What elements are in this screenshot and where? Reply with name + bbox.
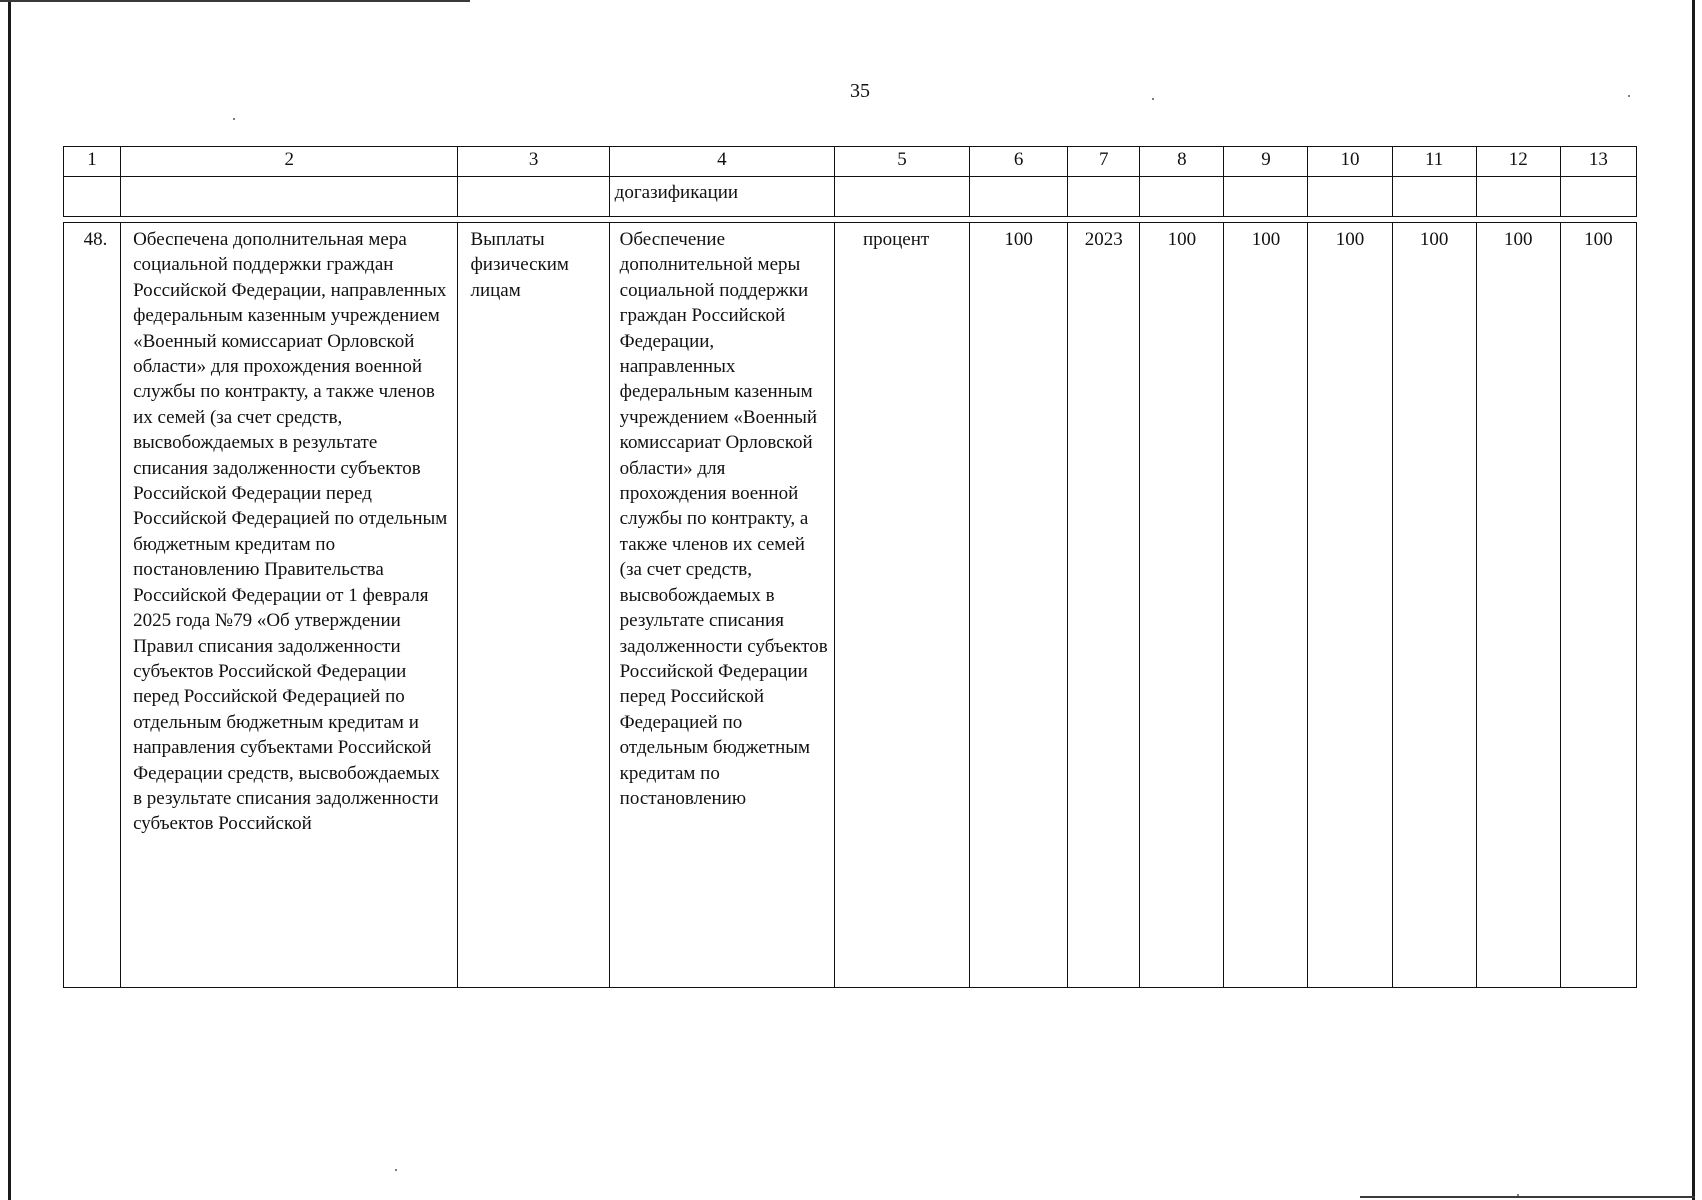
header-cell: 10: [1308, 147, 1392, 177]
table-cell: [458, 177, 609, 217]
page-number: 35: [850, 80, 870, 102]
table-cell: [64, 177, 121, 217]
base-year: 2023: [1068, 223, 1140, 988]
header-cell: 13: [1560, 147, 1636, 177]
continuation-row: [64, 177, 1637, 217]
header-cell: 1: [64, 147, 121, 177]
header-cell: 8: [1140, 147, 1224, 177]
header-cell: 3: [458, 147, 609, 177]
row-number: 48.: [64, 223, 121, 988]
table-cell: [1068, 177, 1140, 217]
result-characteristic: Обеспечение дополнительной меры социальной поддержки граждан Российской Федерации, направленных федеральным казенным учреждением «Военный комиссариат Орловской области» для прохождения военной службы по контракту, а также членов их семей (за счет средств, высвобождаемых в результате списания задолженности субъектов Российской Федерации перед Российской Федерацией по отдельным бюджетным кредитам по постановлению: [609, 223, 834, 988]
header-cell: 6: [970, 147, 1068, 177]
unit-of-measure: процент: [834, 223, 969, 988]
table-cell: [834, 177, 969, 217]
table-cell: [1308, 177, 1392, 217]
table-cell: [1140, 177, 1224, 217]
scan-speck: [233, 118, 235, 120]
header-cell: 5: [834, 147, 969, 177]
table-header-row: [64, 147, 1637, 177]
scan-speck: [395, 1169, 397, 1171]
scan-speck: [1152, 98, 1154, 100]
indicators-table: [63, 146, 1637, 988]
header-cell: 11: [1392, 147, 1476, 177]
scan-speck: [1517, 1194, 1519, 1196]
year-value: 100: [1560, 223, 1636, 988]
year-value: 100: [1476, 223, 1560, 988]
scan-border-top: [0, 0, 470, 2]
table-cell: [121, 177, 458, 217]
table-cell: [1560, 177, 1636, 217]
scan-border-right: [1692, 0, 1695, 1200]
scan-speck: [1628, 95, 1630, 97]
table-cell: [970, 177, 1068, 217]
table-cell: [1476, 177, 1560, 217]
year-value: 100: [1224, 223, 1308, 988]
year-value: 100: [1308, 223, 1392, 988]
base-value: 100: [970, 223, 1068, 988]
result-type: Выплаты физическим лицам: [458, 223, 609, 988]
table-cell: [1392, 177, 1476, 217]
header-cell: 12: [1476, 147, 1560, 177]
header-cell: 2: [121, 147, 458, 177]
year-value: 100: [1392, 223, 1476, 988]
year-value: 100: [1140, 223, 1224, 988]
table-row: [64, 223, 1637, 988]
continuation-text: догазификации: [609, 177, 834, 217]
result-text: Обеспечена дополнительная мера социальной поддержки граждан Российской Федерации, направленных федеральным казенным учреждением «Военный комиссариат Орловской области» для прохождения военной службы по контракту, а также членов их семей (за счет средств, высвобождаемых в результате списания задолженности субъектов Российской Федерации перед Российской Федерацией по отдельным бюджетным кредитам по постановлению Правительства Российской Федерации от 1 февраля 2025 года №79 «Об утверждении Правил списания задолженности субъектов Российской Федерации перед Российской Федерацией по отдельным бюджетным кредитам и направления субъектами Российской Федерации средств, высвобождаемых в результате списания задолженности субъектов Российской: [121, 223, 458, 988]
scan-border-left: [8, 0, 11, 1200]
table-cell: [1224, 177, 1308, 217]
header-cell: 7: [1068, 147, 1140, 177]
header-cell: 4: [609, 147, 834, 177]
header-cell: 9: [1224, 147, 1308, 177]
scan-border-bottom: [1360, 1196, 1695, 1198]
